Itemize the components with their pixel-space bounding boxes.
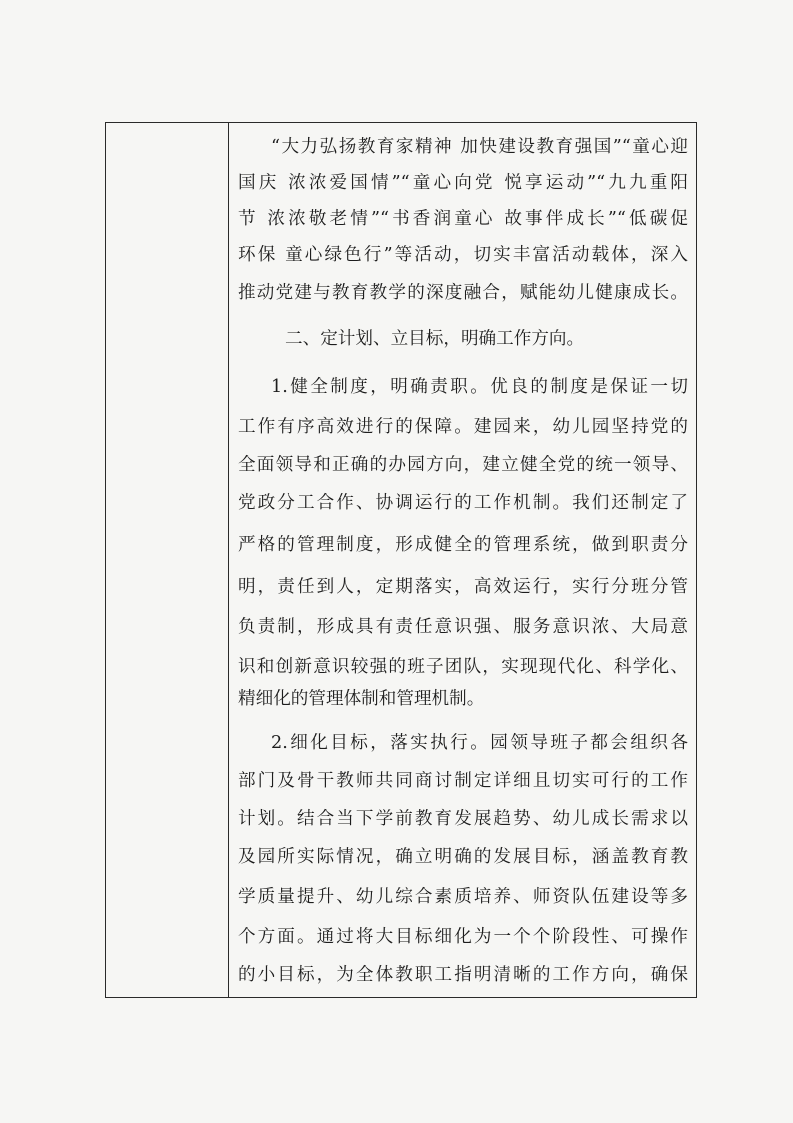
- text-line-15: 精细化的管理体制和管理机制。: [238, 689, 485, 709]
- text-line-21: 个方面。通过将大目标细化为一个个阶段性、可操作: [238, 927, 688, 947]
- text-line-19: 及园所实际情况，确立明确的发展目标，涵盖教育教: [238, 847, 688, 867]
- text-line-2: 国庆 浓浓爱国情”“童心向党 悦享运动”“九九重阳: [238, 173, 688, 193]
- text-line-13: 负责制，形成具有责任意识强、服务意识浓、大局意: [238, 617, 688, 637]
- form-table: [105, 122, 697, 998]
- text-line-16: 2.细化目标，落实执行。园领导班子都会组织各: [271, 733, 688, 753]
- content-cell: [229, 123, 696, 997]
- text-line-10: 党政分工合作、协调运行的工作机制。我们还制定了: [238, 493, 688, 513]
- text-line-8: 工作有序高效进行的保障。建园来，幼儿园坚持党的: [238, 417, 688, 437]
- text-line-12: 明，责任到人，定期落实，高效运行，实行分班分管: [238, 577, 688, 597]
- text-line-11: 严格的管理制度，形成健全的管理系统，做到职责分: [238, 535, 688, 555]
- text-line-9: 全面领导和正确的办园方向，建立健全党的统一领导、: [238, 455, 688, 475]
- text-line-4: 环保 童心绿色行”等活动，切实丰富活动载体，深入: [238, 245, 688, 265]
- text-line-17: 部门及骨干教师共同商讨制定详细且切实可行的工作: [238, 771, 688, 791]
- text-line-3: 节 浓浓敬老情”“书香润童心 故事伴成长”“低碳促: [238, 209, 688, 229]
- label-column: [106, 123, 229, 997]
- text-line-18: 计划。结合当下学前教育发展趋势、幼儿成长需求以: [238, 809, 688, 829]
- text-line-1: “大力弘扬教育家精神 加快建设教育强国”“童心迎: [271, 137, 688, 157]
- text-line-5: 推动党建与教育教学的深度融合，赋能幼儿健康成长。: [238, 283, 688, 303]
- text-line-22: 的小目标，为全体教职工指明清晰的工作方向，确保: [238, 965, 688, 985]
- text-line-14: 识和创新意识较强的班子团队，实现现代化、科学化、: [238, 657, 688, 677]
- section-heading: 二、定计划、立目标，明确工作方向。: [285, 329, 585, 349]
- text-line-20: 学质量提升、幼儿综合素质培养、师资队伍建设等多: [238, 887, 688, 907]
- text-line-7: 1.健全制度，明确责职。优良的制度是保证一切: [271, 377, 688, 397]
